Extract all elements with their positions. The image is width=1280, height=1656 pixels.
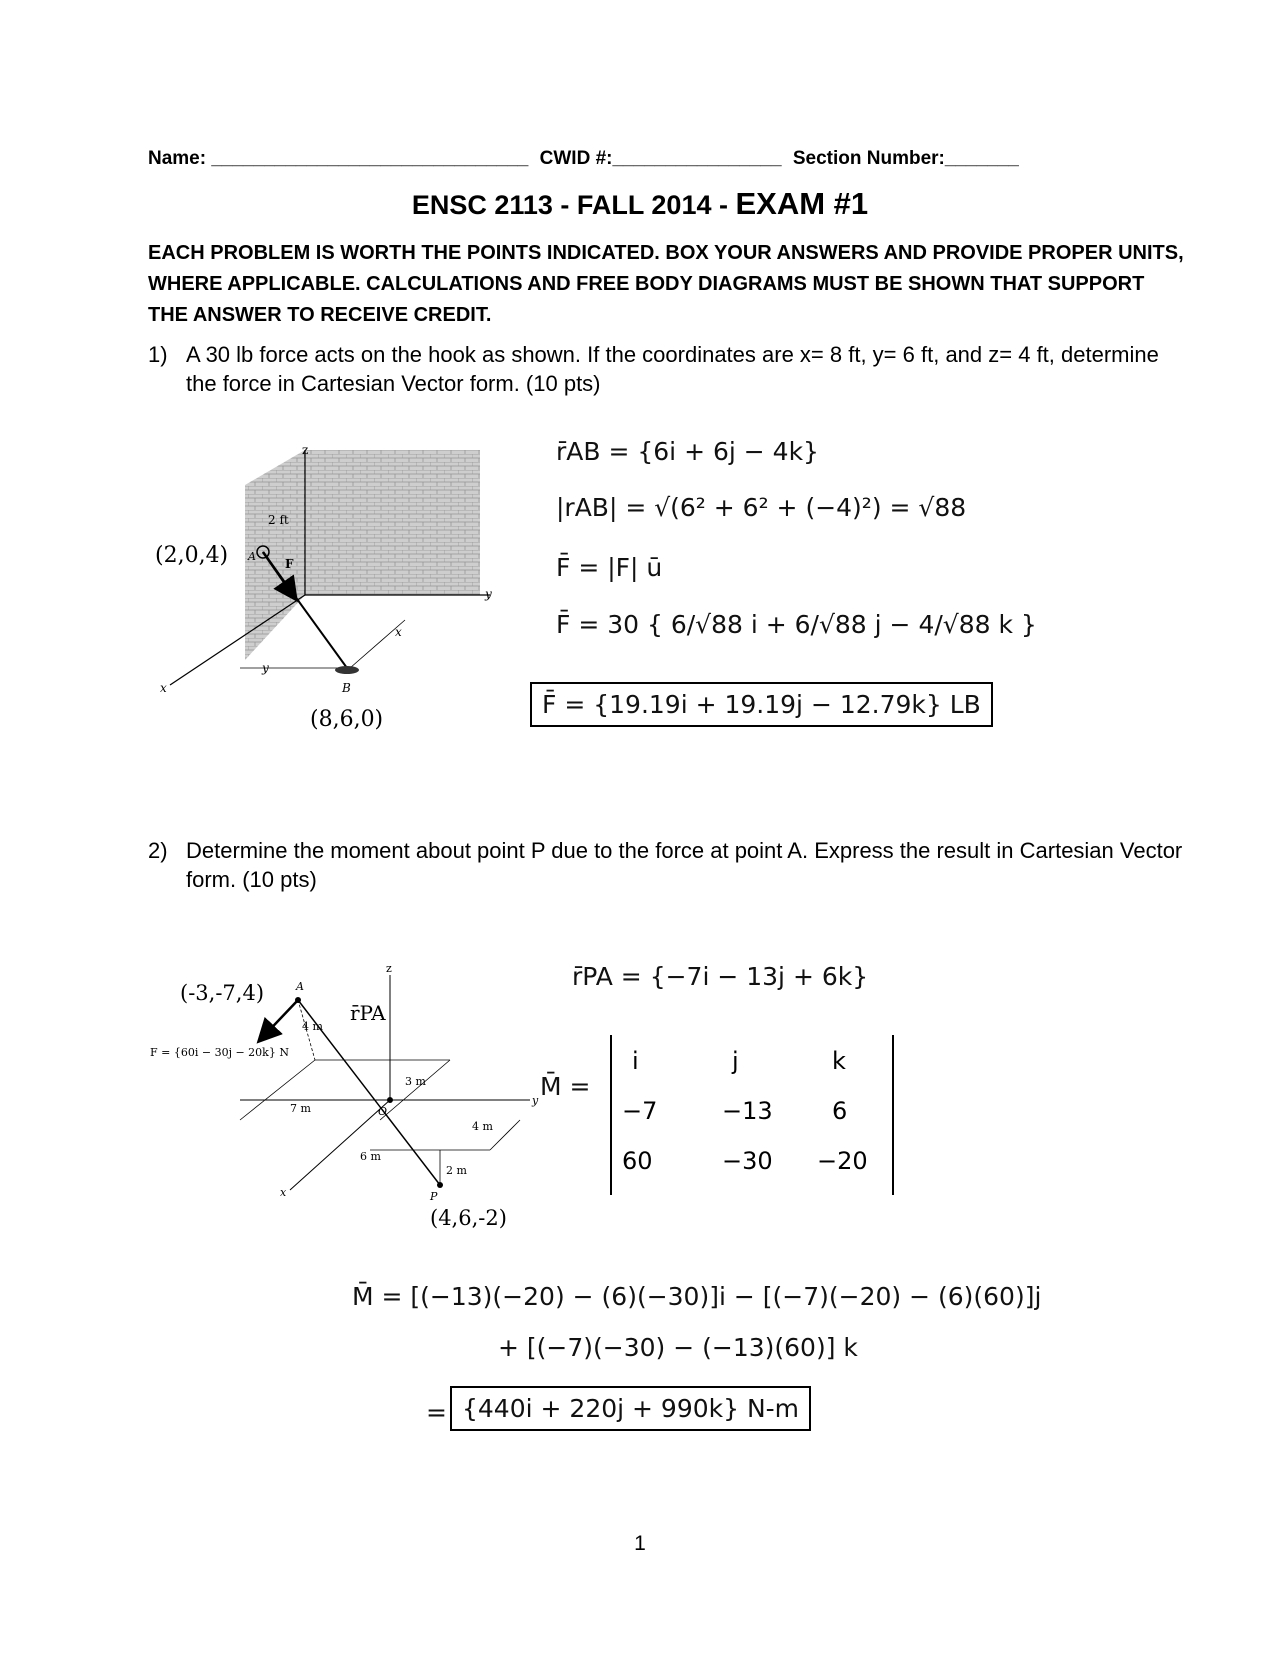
- p2-label-p: P: [430, 1190, 438, 1203]
- matrix-cell: −13: [722, 1097, 773, 1125]
- p1-work-magnitude: |rAB| = √(6² + 6² + (−4)²) = √88: [556, 493, 967, 522]
- p1-label-f: F: [285, 557, 294, 571]
- p2-work-m-label: M̄ =: [540, 1072, 591, 1101]
- p1-label-b: B: [342, 681, 351, 695]
- problem-1-number: 1): [148, 342, 168, 367]
- p2-z-axis-label: z: [386, 962, 392, 975]
- p2-work-r-vector: r̄PA = {−7i − 13j + 6k}: [572, 962, 869, 991]
- p1-x-dim-label: x: [395, 625, 402, 639]
- p2-label-o: O: [378, 1105, 388, 1118]
- p1-work-force-eq: F̄ = |F| ū: [556, 553, 663, 582]
- p2-answer-prefix: =: [426, 1398, 447, 1427]
- p1-work-r-vector: r̄AB = {6i + 6j − 4k}: [556, 437, 819, 466]
- name-field[interactable]: Name: ______________________________: [148, 148, 529, 169]
- p2-dim-4m-right: 4 m: [472, 1120, 493, 1133]
- page-title: [0, 186, 1280, 222]
- matrix-cell: j: [732, 1047, 739, 1075]
- p2-dim-3m: 3 m: [405, 1075, 426, 1088]
- p1-2ft-label: 2 ft: [268, 513, 289, 527]
- problem-1-diagram: [150, 430, 530, 760]
- p1-point-b-coords: (8,6,0): [310, 707, 384, 732]
- p1-work-force-sub: F̄ = 30 { 6/√88 i + 6/√88 j − 4/√88 k }: [556, 610, 1037, 639]
- matrix-cell: −30: [722, 1147, 773, 1175]
- p1-answer-box: F̄ = {19.19i + 19.19j − 12.79k} LB: [530, 682, 993, 727]
- title-exam: EXAM #1: [735, 186, 869, 221]
- p2-x-axis-label: x: [280, 1186, 287, 1199]
- p2-dim-2m: 2 m: [446, 1164, 467, 1177]
- p1-y-axis-label: y: [485, 587, 492, 601]
- p1-y-dim-label: y: [262, 661, 269, 675]
- problem-2-number: 2): [148, 838, 168, 863]
- header-row: [148, 148, 1128, 170]
- p2-point-p-coords: (4,6,-2): [430, 1206, 507, 1230]
- problem-2-text: Determine the moment about point P due to the force at point A. Express the result in Cartesian Vector form. (10 pts): [186, 838, 1183, 892]
- cwid-field[interactable]: CWID #:________________: [539, 148, 782, 169]
- p2-r-vector-label: r̄PA: [350, 1001, 386, 1025]
- matrix-cell: 6: [832, 1097, 848, 1125]
- problem-2-diagram: [150, 960, 550, 1230]
- page-number: 1: [634, 1532, 646, 1555]
- p1-label-a: A: [248, 550, 256, 563]
- matrix-cell: k: [832, 1047, 846, 1075]
- p2-work-expand-1: M̄ = [(−13)(−20) − (6)(−30)]i − [(−7)(−20) − (6)(60)]j: [352, 1282, 1042, 1311]
- matrix-cell: −7: [622, 1097, 658, 1125]
- matrix-cell: 60: [622, 1147, 653, 1175]
- instructions: EACH PROBLEM IS WORTH THE POINTS INDICATED. BOX YOUR ANSWERS AND PROVIDE PROPER UNITS, WHERE APPLICABLE. CALCULATIONS AND FREE BODY DIAGRAMS MUST BE SHOWN THAT SUPPORT THE ANSWER TO RECEIVE CREDIT.: [148, 242, 1184, 326]
- p2-dim-7m: 7 m: [290, 1102, 311, 1115]
- p1-point-a-coords: (2,0,4): [155, 543, 229, 568]
- p2-answer-box: {440i + 220j + 990k} N-m: [450, 1386, 811, 1431]
- p2-y-axis-label: y: [532, 1094, 539, 1107]
- p1-z-axis-label: z: [302, 443, 309, 457]
- section-field[interactable]: Section Number:_______: [792, 148, 1019, 169]
- matrix-cell: i: [632, 1047, 639, 1075]
- p2-determinant-matrix: [610, 1035, 894, 1195]
- p2-dim-6m: 6 m: [360, 1150, 381, 1163]
- p2-force-label: F = {60i − 30j − 20k} N: [150, 1046, 289, 1059]
- problem-1-text: A 30 lb force acts on the hook as shown. If the coordinates are x= 8 ft, y= 6 ft, and z= 4 ft, determine the force in Cartesian Vector form. (10 pts): [186, 342, 1159, 396]
- matrix-cell: −20: [817, 1147, 868, 1175]
- p1-x-axis-label: x: [160, 681, 167, 695]
- p2-dim-4m-top: 4 m: [302, 1020, 323, 1033]
- p2-label-a: A: [296, 980, 304, 993]
- p2-point-a-coords: (-3,-7,4): [180, 981, 265, 1005]
- p2-work-expand-2: + [(−7)(−30) − (−13)(60)] k: [498, 1333, 858, 1362]
- title-course: ENSC 2113 - FALL 2014 -: [411, 190, 728, 220]
